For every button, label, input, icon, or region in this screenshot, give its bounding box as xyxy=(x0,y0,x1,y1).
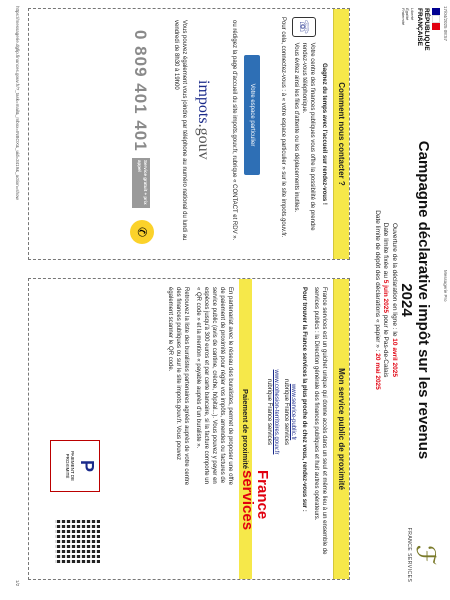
contact-panel xyxy=(28,8,350,260)
phone-text: Vous pouvez également vous joindre par téléphone au numéro national du lundi au vendredi de 8h30 à 19h00 xyxy=(173,20,187,241)
or-text: ou rédigez la page d'accueil du site impots.gouv.fr, rubrique « CONTACT et RDV ». xyxy=(231,20,237,241)
france-services-intro: France services est un guichet unique qui donne accès dans un seul et même lieu à un ensemble de services publics : la Direction générale des finances publiques et huit autres opérateurs. xyxy=(313,287,327,555)
phone-number: 0 809 401 401 xyxy=(131,30,150,152)
france-services-logo-line-2: services xyxy=(239,470,256,531)
contact-banner: Comment nous contacter ? xyxy=(333,9,349,259)
line2-date: 5 juin 2025 xyxy=(382,279,390,313)
title-line-1 xyxy=(390,140,399,460)
title-line-3 xyxy=(373,140,382,460)
phone-pricing-badge: Service gratuit + prix appel xyxy=(132,158,150,208)
print-datetime: 17/04/2025 08:57 xyxy=(443,6,448,42)
france-services-logo-line-1: France xyxy=(254,470,271,520)
print-url: https://messagerie.dgfip.finances.gouv.fr/?_task=mail&_mbox=INBOX&_uid=3419&_action=show xyxy=(15,6,20,200)
payment-banner: Paiement de proximité xyxy=(239,279,252,579)
title-line-2 xyxy=(381,140,390,460)
campaign-title-block xyxy=(373,140,433,460)
qr-code-icon xyxy=(55,520,100,565)
impots-logo-suffix: .gouv xyxy=(195,123,212,160)
espace-particulier-button[interactable]: Votre espace particulier xyxy=(244,55,260,175)
service-public-link-sub: rubrique France services xyxy=(283,378,289,446)
line2-prefix: Date limite fixée au xyxy=(382,222,390,278)
service-public-link[interactable]: www.service-public.fr xyxy=(290,383,296,441)
impots-logo-word: impots xyxy=(195,80,212,124)
france-services-logo xyxy=(240,470,270,550)
cohesion-territoires-link[interactable]: www.cohesion-territoires.gouv.fr xyxy=(273,369,279,455)
rdv-text-2: Vous évitez ainsi les files d'attente ou les déplacements inutiles. xyxy=(293,42,299,213)
line1-prefix: Ouverture de la déclaration en ligne : le xyxy=(391,223,398,337)
rdv-subtitle: Gagnez du temps avec l'accueil sur rendez-vous ! xyxy=(321,63,327,205)
partner-list-text: Retrouvez la liste des buralistes partenaires agréés auprès de votre centre des finances publiques ou sur le site impots.gouv.fr. Vous pouvez également scanner le QR code. xyxy=(167,287,189,486)
phone-device-icon: ☏ xyxy=(292,17,316,37)
logo-line-2: FRANÇAISE xyxy=(416,8,423,46)
line3-prefix: Date limite de dépôt des déclarations « papier » : xyxy=(374,210,381,352)
line1-date: 10 avril 2025 xyxy=(391,338,398,377)
republique-francaise-logo xyxy=(401,8,441,68)
flag-icon xyxy=(432,8,440,30)
telephone-icon: ✆ xyxy=(130,220,154,244)
line2-suffix: pour le Pas-de-Calais xyxy=(382,314,390,378)
france-services-top-label: FRANCE SERVICES xyxy=(406,527,412,583)
connect-text: Pour cela, connectez-vous : à « votre espace particulier » sur le site impots.gouv.fr. xyxy=(280,17,286,238)
page-title: Campagne déclarative impôt sur les revenus 2024 xyxy=(398,140,432,460)
pp-logo-label: PAIEMENT DE PROXIMITÉ xyxy=(65,450,75,482)
pp-icon: P xyxy=(77,459,97,472)
proximity-banner: Mon service public de proximité xyxy=(333,279,349,579)
payment-text: En partenariat avec le réseau des buralistes, permet de proposer une offre de paiement de proximité pour régler vos impôts, amendes ou factures de service public (avis de cantine, crèche, hôpital...). Vous pouvez y payer en espèces jusqu'à 300 euros et par carte bancaire, si la facture comporte un « QR code » et la mention « payable auprès d'un buraliste ». xyxy=(195,287,233,486)
france-services-top-logo xyxy=(406,520,438,590)
cohesion-territoires-link-sub: rubrique France services xyxy=(266,378,272,446)
rdv-text: Votre centre des finances publiques vous offre la possibilité de prendre rendez-vous téléphonique. xyxy=(301,42,315,231)
line3-date: 20 mai 2025 xyxy=(374,353,381,390)
logo-motto: Liberté Égalité Fraternité xyxy=(401,8,415,26)
france-services-mark-icon: ℱ xyxy=(410,544,440,566)
logo-line-1: RÉPUBLIQUE xyxy=(423,8,430,51)
find-text: Pour trouver la France services la plus proche de chez vous, rendez-vous sur : xyxy=(301,287,307,512)
print-page-number: 1/2 xyxy=(15,580,20,587)
paiement-proximite-logo xyxy=(50,440,100,492)
print-header-title: Messagerie Pro xyxy=(443,270,448,302)
impots-gouv-logo xyxy=(194,80,212,160)
